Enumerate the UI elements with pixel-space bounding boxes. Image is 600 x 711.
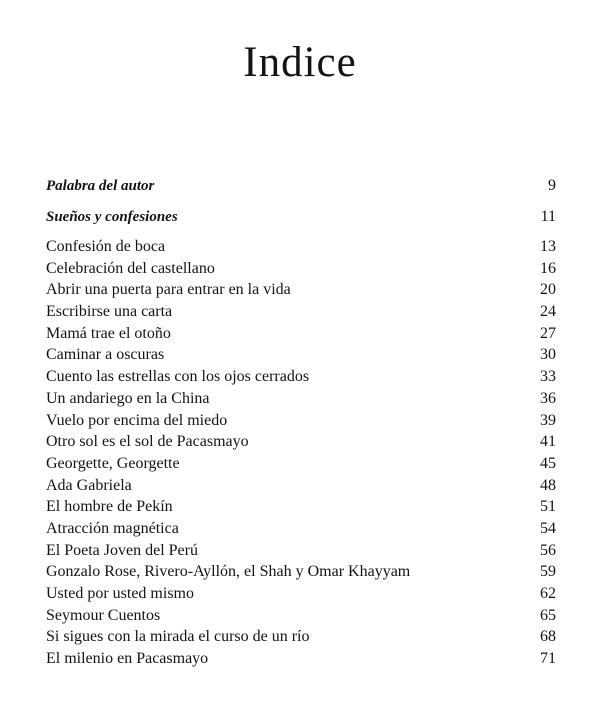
page-number: 59 <box>540 563 556 581</box>
entry-label: Escribirse una carta <box>46 303 173 321</box>
entry-label: Mamá trae el otoño <box>46 324 171 342</box>
toc-entry <box>46 626 556 648</box>
table-of-contents <box>46 175 556 670</box>
toc-entry <box>46 301 556 323</box>
entry-label: Otro sol es el sol de Pacasmayo <box>46 433 249 451</box>
page-number: 39 <box>540 411 556 429</box>
page-number: 65 <box>540 606 556 624</box>
page-number: 36 <box>540 389 556 407</box>
toc-entry <box>46 561 556 583</box>
page-number: 9 <box>548 177 556 194</box>
entry-label: Confesión de boca <box>46 238 166 255</box>
page-number: 48 <box>540 476 556 494</box>
entry-label: Usted por usted mismo <box>46 585 194 602</box>
toc-entry <box>46 453 556 475</box>
page-title: Indice <box>243 39 357 86</box>
page-number: 27 <box>540 324 556 342</box>
toc-entry <box>46 605 556 627</box>
toc-entry <box>46 475 556 497</box>
entry-label: Celebración del castellano <box>46 259 215 277</box>
entry-label: Caminar a oscuras <box>46 346 165 364</box>
toc-entry <box>46 344 556 366</box>
page-number: 11 <box>540 208 556 225</box>
entry-label: Cuento las estrellas con los ojos cerrados <box>46 368 310 386</box>
toc-entry <box>46 431 556 453</box>
toc-entry <box>46 366 556 388</box>
section-label: Sueños y confesiones <box>46 209 178 225</box>
toc-entry <box>46 279 556 301</box>
entry-label: El hombre de Pekín <box>46 498 173 516</box>
toc-section-row <box>46 206 556 228</box>
page-number: 24 <box>540 303 556 321</box>
page-number: 54 <box>540 519 556 537</box>
toc-entry <box>46 518 556 540</box>
toc-entry <box>46 540 556 562</box>
page-number: 62 <box>540 585 556 602</box>
entry-label: Abrir una puerta para entrar en la vida <box>46 281 291 299</box>
entry-label: Si sigues con la mirada el curso de un río <box>46 628 310 646</box>
page-number: 68 <box>540 628 556 646</box>
toc-entry <box>46 648 556 670</box>
entry-label: Gonzalo Rose, Rivero-Ayllón, el Shah y Omar Khayyam <box>46 563 411 581</box>
entry-label: Atracción magnética <box>46 519 179 537</box>
page-number: 16 <box>540 259 556 277</box>
entry-label: Vuelo por encima del miedo <box>46 411 228 429</box>
entry-label: Georgette, Georgette <box>46 454 180 472</box>
toc-entry <box>46 496 556 518</box>
entry-label: El Poeta Joven del Perú <box>46 541 198 559</box>
entry-label: Ada Gabriela <box>46 476 132 494</box>
entry-label: Un andariego en la China <box>46 389 210 407</box>
entry-label: El milenio en Pacasmayo <box>46 650 209 668</box>
page-number: 41 <box>540 433 556 451</box>
page-number: 71 <box>540 650 556 668</box>
toc-entry <box>46 583 556 605</box>
page-number: 30 <box>540 346 556 364</box>
page-number: 13 <box>540 238 556 255</box>
toc-section-row <box>46 175 556 197</box>
toc-entry <box>46 236 556 258</box>
toc-entry <box>46 258 556 280</box>
page-number: 20 <box>540 281 556 299</box>
page-number: 33 <box>540 368 556 386</box>
section-label: Palabra del autor <box>46 178 155 194</box>
page-number: 51 <box>540 498 556 516</box>
entry-label: Seymour Cuentos <box>46 606 161 624</box>
toc-entry <box>46 323 556 345</box>
toc-entry <box>46 388 556 410</box>
toc-entry <box>46 410 556 432</box>
page-number: 45 <box>540 454 556 472</box>
page-number: 56 <box>540 541 556 559</box>
